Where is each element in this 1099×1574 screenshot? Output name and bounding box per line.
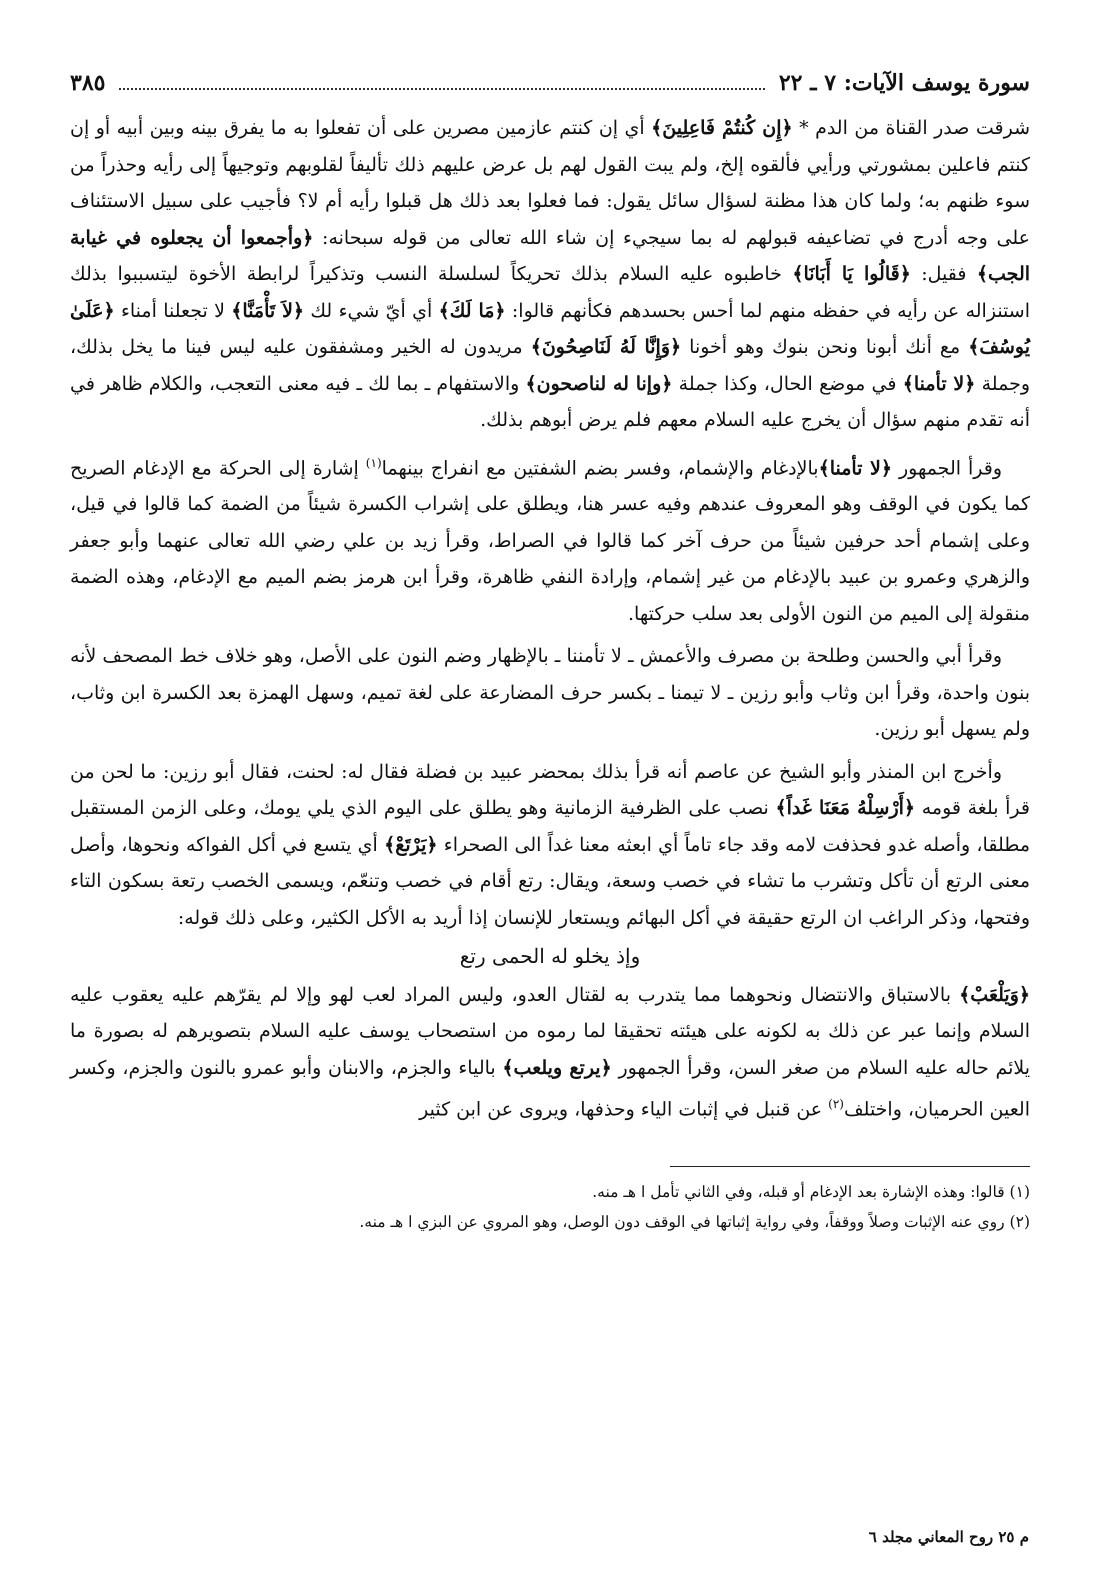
- quran-quote: ﴿يَرْتَعْ﴾: [384, 833, 438, 856]
- poetry-verse: وإذ يخلو له الحمى رتع: [459, 944, 641, 969]
- quran-quote: ﴿إِن كُنتُمْ فَاعِلِينَ﴾: [651, 117, 793, 139]
- page: [70, 70, 1030, 1237]
- paragraph-5: ﴿وَيَلْعَبْ﴾ بالاستباق والانتضال ونحوهما مما يتدرب به لقتال العدو، وليس المراد لعب لهو وإلا لم يقرّهم عليه يعقوب عليه السلام وإنما عبر عن ذلك به لكونه على هيئته تحقيقا لما رموه من استصحاب يوسف عليه السلام بتصويرهم له بصورة ما يلائم حاله عليه السلام من صغر السن، وقرأ الجمهور ﴿يرتع ويلعب﴾ بالياء والجزم، والابنان وأبو عمرو بالنون والجزم، وكسر العين الحرميان، واختلف$^{(٢)}$ عن قنبل في إثبات الياء وحذفها، ويروى عن ابن كثير: [70, 983, 1030, 1121]
- running-header: [70, 70, 1030, 104]
- paragraph-4: وأخرج ابن المنذر وأبو الشيخ عن عاصم أنه قرأ بذلك بمحضر عبيد بن فضلة فقال له: لحنت، فقال أبو رزين: ما لحن من قرأ بلغة قومه ﴿أَرْسِلْهُ مَعَنَا غَداً﴾ نصب على الظرفية الزمانية وهو يطلق على اليوم الذي يلي يومك، وعلى الزمن المستقبل مطلقا، وأصله غدو فحذفت لامه وقد جاء تاماً أي ابعثه معنا غداً الى الصحراء ﴿يَرْتَعْ﴾ أي يتسع في أكل الفواكه ونحوها، وأصل معنى الرتع أن تأكل وتشرب ما تشاء في خصب وسعة، ويقال: رتع أقام في خصب وتنعّم، ويسمى الخصب رتعة بسكون التاء وفتحها، وذكر الراغب ان الرتع حقيقة في أكل البهائم ويستعار للإنسان إذا أريد به الأكل الكثير، وعلى ذلك قوله:: [70, 760, 1031, 929]
- header-dotted-leader: [119, 88, 764, 90]
- footnote-ref-2[interactable]: (٢): [828, 1097, 844, 1112]
- quran-quote: ﴿مَا لَكَ﴾: [438, 299, 506, 322]
- quran-quote: ﴿أَرْسِلْهُ مَعَنَا غَداً﴾: [775, 797, 916, 820]
- paragraph-2: وقرأ الجمهور ﴿لا تأمنا﴾بالإدغام والإشمام، وفسر بضم الشفتين مع انفراج بينهما$^{(١)}$ إشارة إلى الحركة مع الإدغام الصريح كما يكون في الوقف وهو المعروف عندهم وفيه عسر هنا، ويطلق على إشراب الكسرة شيئاً من الضمة كما قالوا في قيل، وعلى إشمام أحد حرفين شيئاً من حرف آخر كما قالوا في الصراط، وقرأ زيد بن علي رضي الله تعالى عنهما وأبو جعفر والزهري وعمرو بن عبيد بالإدغام من غير إشمام، وإرادة النفي ظاهرة، وقرأ ابن هرمز بضم الميم مع الإدغام، وهذه الضمة منقولة إلى الميم من النون الأولى بعد سلب حركتها.: [70, 455, 1030, 625]
- quran-quote: ﴿وإنا له لناصحون﴾: [525, 372, 673, 395]
- footnotes: [70, 1177, 1030, 1237]
- quran-quote: ﴿وَيَلْعَبْ﴾: [959, 983, 1030, 1006]
- surah-title: سورة يوسف الآيات: ٧ ـ ٢٢: [778, 70, 1030, 96]
- footnote-2: (٢) روي عنه الإثبات وصلاً ووقفاً، وفي رواية إثباتها في الوقف دون الوصل، وهو المروي عن البزي ا هـ منه.: [359, 1213, 1030, 1232]
- quran-quote: ﴿قَالُوا يَا أَبَانَا﴾: [792, 263, 911, 285]
- main-text: [70, 110, 1030, 1128]
- footnote-separator: [670, 1166, 1030, 1167]
- quran-quote: ﴿لا تأمنا﴾: [902, 372, 976, 395]
- quran-quote: ﴿يرتع ويلعب﴾: [502, 1056, 612, 1079]
- quran-quote: ﴿وأجمعوا أن يجعلوه في غيابة الجب﴾: [70, 226, 1031, 285]
- footnote-ref-1[interactable]: (١): [365, 455, 382, 470]
- quran-quote: ﴿عَلَىٰ يُوسُفَ﴾: [70, 299, 1031, 358]
- quran-quote: ﴿وَإِنَّا لَهُ لَنَاصِحُونَ﴾: [530, 336, 682, 358]
- quran-quote: ﴿لا تأمنا﴾: [818, 456, 892, 479]
- quran-quote: ﴿لاَ تَأْمَنَّا﴾: [231, 299, 305, 322]
- paragraph-3: وقرأ أبي والحسن وطلحة بن مصرف والأعمش ـ لا تأمننا ـ بالإظهار وضم النون على الأصل، وهو خلاف خط المصحف لأنه بنون واحدة، وقرأ ابن وثاب وأبو رزين ـ لا تيمنا ـ بكسر حرف المضارعة على لغة تميم، وسهل الهمزة بعد الكسرة ابن وثاب، ولم يسهل أبو رزين.: [70, 645, 1030, 741]
- footnote-1: (١) قالوا: وهذه الإشارة بعد الإدغام أو قبله، وفي الثاني تأمل ا هـ منه.: [592, 1183, 1030, 1202]
- page-number: ٣٨٥: [70, 70, 106, 96]
- paragraph-1: شرقت صدر القناة من الدم * ﴿إِن كُنتُمْ فَاعِلِينَ﴾ أي إن كنتم عازمين مصرين على أن تفعلوا به ما يفرق بينه وبين أبيه أو إن كنتم فاعلين بمشورتي ورأيي فألقوه إلخ، ولم يبت القول لهم بل عرض عليهم ذلك تأليفاً لقلوبهم وتوجيهاً إلى رأيه وحذراً من سوء ظنهم به؛ ولما كان هذا مظنة لسؤال سائل يقول: فما فعلوا بعد ذلك هل قبلوا رأيه أم لا؟ فأجيب على سبيل الاستئناف على وجه أدرج في تضاعيفه قبولهم له بما سيجيء إن شاء الله تعالى من قوله سبحانه: ﴿وأجمعوا أن يجعلوه في غيابة الجب﴾ فقيل: ﴿قَالُوا يَا أَبَانَا﴾ خاطبوه عليه السلام بذلك تحريكاً لسلسلة النسب وتذكيراً لرابطة الأخوة ليتسببوا بذلك استنزاله عن رأيه في حفظه منهم لما أحس بحسدهم فكأنهم قالوا: ﴿مَا لَكَ﴾ أي أيّ شيء لك ﴿لاَ تَأْمَنَّا﴾ لا تجعلنا أمناء ﴿عَلَىٰ يُوسُفَ﴾ مع أنك أبونا ونحن بنوك وهو أخونا ﴿وَإِنَّا لَهُ لَنَاصِحُونَ﴾ مريدون له الخير ومشفقون عليه ليس فينا ما يخل بذلك، وجملة ﴿لا تأمنا﴾ في موضع الحال، وكذا جملة ﴿وإنا له لناصحون﴾ والاستفهام ـ بما لك ـ فيه معنى التعجب، والكلام ظاهر في أنه تقدم منهم سؤال أن يخرج عليه السلام معهم فلم يرض أبوهم بذلك.: [70, 117, 1031, 431]
- signature-footer: م ٢٥ روح المعاني مجلد ٦: [868, 1528, 1029, 1546]
